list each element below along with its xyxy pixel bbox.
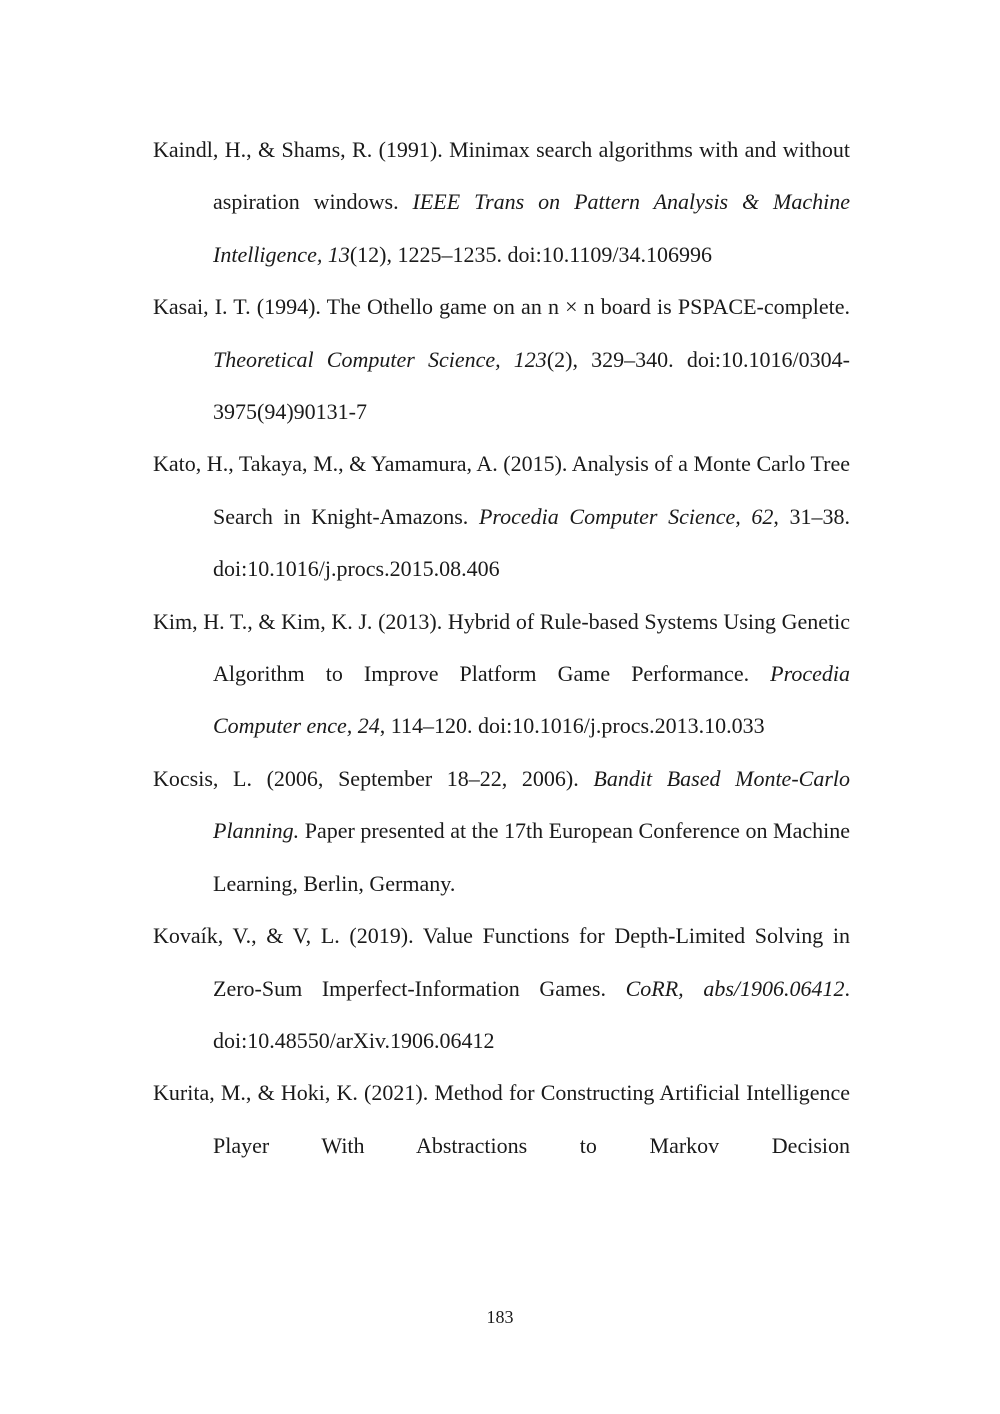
reference-authors: Kasai, I. T. (1994).	[153, 294, 321, 320]
reference-title: Analysis of a Monte Carlo Tree Search in Knight-Amazons.	[213, 451, 850, 529]
reference-source: Theoretical Computer Science, 123	[213, 346, 547, 372]
reference-entry	[153, 124, 850, 281]
reference-title: Bandit Based Monte-Carlo Planning.	[213, 765, 850, 844]
reference-entry	[153, 910, 850, 1067]
reference-details: , 31–38. doi:10.1016/j.procs.2015.08.406	[213, 503, 851, 582]
reference-details: (12), 1225–1235. doi:10.1109/34.106996	[349, 241, 713, 267]
reference-details: , 114–120. doi:10.1016/j.procs.2013.10.033	[379, 713, 765, 739]
reference-details: . doi:10.48550/arXiv.1906.06412	[213, 975, 850, 1053]
reference-authors: Kaindl, H., & Shams, R. (1991).	[153, 137, 443, 162]
reference-details: (2), 329–340. doi:10.1016/0304-3975(94)90131-7	[213, 346, 850, 425]
reference-source: IEEE Trans on Pattern Analysis & Machine Intelligence, 13	[213, 189, 851, 267]
reference-title: The Othello game on an n × n board is PSPACE-complete.	[326, 294, 850, 320]
reference-title: Value Functions for Depth-Limited Solving in Zero-Sum Imperfect-Information Games.	[213, 923, 850, 1001]
reference-entry	[153, 281, 850, 438]
reference-source: Procedia Computer Science, 62	[478, 503, 774, 529]
reference-entry	[153, 438, 850, 595]
reference-authors: Kurita, M., & Hoki, K. (2021).	[153, 1080, 429, 1106]
reference-details: Paper presented at the 17th European Conference on Machine Learning, Berlin, Germany.	[213, 818, 850, 896]
reference-source: CoRR, abs/1906.06412	[625, 975, 845, 1001]
reference-authors: Kovaík, V., & V, L. (2019).	[153, 923, 414, 949]
reference-authors: Kim, H. T., & Kim, K. J. (2013).	[153, 608, 443, 634]
page-number: 183	[486, 1307, 514, 1327]
reference-entry	[153, 596, 850, 753]
reference-entry	[153, 753, 850, 910]
reference-entry	[153, 1067, 850, 1172]
reference-authors: Kocsis, L. (2006, September 18–22, 2006).	[153, 765, 579, 791]
reference-authors: Kato, H., Takaya, M., & Yamamura, A. (2015).	[153, 451, 568, 477]
reference-title: Hybrid of Rule-based Systems Using Genetic Algorithm to Improve Platform Game Performance.	[213, 608, 850, 687]
reference-list	[153, 124, 850, 1172]
reference-title: Minimax search algorithms with and without aspiration windows.	[213, 137, 850, 215]
reference-title: Method for Constructing Artificial Intelligence Player With Abstractions to Markov Decision	[213, 1080, 850, 1158]
reference-source: Procedia Computer ence, 24	[213, 661, 850, 739]
